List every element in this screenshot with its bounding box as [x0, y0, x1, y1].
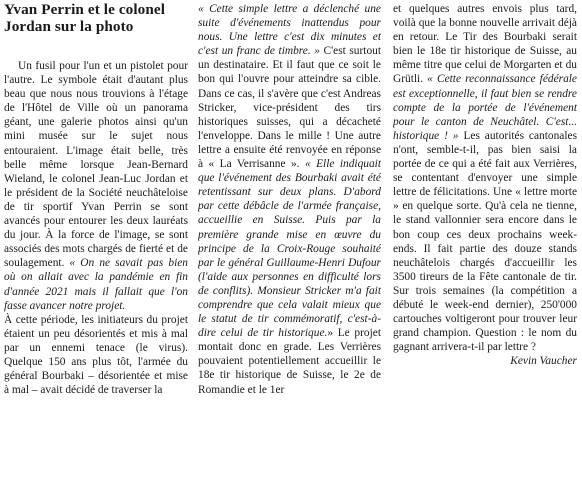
article-headline: Yvan Perrin et le colonel Jordan sur la photo: [4, 2, 166, 35]
paragraph-text: Les autorités cantonales n'ont, semble-t-il, pas bien saisi la portée de ce qui a été fait aux Verrières, se contentant d'envoyer une simple lettre de félicitations. Une « lettre morte » en quelque sorte. Qu'à cela ne tienne, le stand vallonnier sera encore dans le bon coup ces deux prochains week-ends. Il fait partie des douze stands neuchâtelois chargés d'accueillir les 3500 tireurs de la Fête cantonale de tir. Sur trois semaines (la compétition a débuté le week-end dernier), 250'000 cartouches voltigeront pour trouver leur grand champion. Question : le nom du gagnant arrivera-t-il par lettre ?: [393, 129, 577, 354]
article-paragraph: À cette période, les initiateurs du projet étaient un peu désorientés et mis à mal par un ennemi tenace (le virus). Quelque 150 ans plus tôt, l'armée du général Bourbaki – désorientée et mise à mal – avait décidé de traverser la: [4, 313, 188, 397]
article-paragraph: [198, 2, 381, 397]
quote-text: « On ne savait pas bien où on allait avec la pandémie en fin d'année 2021 mais il fallait que l'on fasse avancer notre projet.: [4, 257, 188, 312]
quote-text: « Elle indiquait que l'événement des Bourbaki avait été retentissant sur deux plans. D'abord par cette débâcle de l'armée française, accueillie en Suisse. Puis par la première grande mise en œuvre du principe de la Croix-Rouge souhaité par le général Guillaume-Henri Dufour (l'aide aux personnes en difficulté lors de conflits).: [198, 158, 381, 297]
article-column-1: [4, 2, 188, 397]
author-signature: Kevin Vaucher: [510, 355, 577, 368]
paragraph-text: Un fusil pour l'un et un pistolet pour l'autre. Le symbole était d'autant plus beau que nous nous trouvions à l'étage de l'Hôtel de Ville où un panorama géant, une galerie photos ainsi qu'un mini musée sur le sujet nous entouraient. L'image était belle, très belle même lorsque Jean-Bernard Wieland, le colonel Jean-Luc Jordan et le président de la Société neuchâteloise de tir sportif Yvan Perrin se sont avancés pour entourer les deux lauréats du jour. À la force de l'image, se sont associés des mots chargés de fierté et de soulagement.: [4, 60, 188, 270]
quote-text: « Cette simple lettre a déclenché une suite d'événements inattendus pour nous. Une lettre c'est dix minutes et c'est un franc de timbre. »: [198, 3, 381, 58]
article-paragraph: [4, 59, 188, 313]
article-paragraph: [393, 2, 577, 368]
quote-text: « Cette reconnaissance fédérale est exceptionnelle, il faut bien se rendre compte de la portée de l'événement pour le canton de Neuchâtel. C'est... historique ! »: [393, 73, 577, 142]
article-column-2: [198, 2, 381, 397]
article-column-3: [393, 2, 577, 368]
paragraph-text: et quelques autres envois plus tard, voilà que la bonne nouvelle arrivait déjà en retour. Le Tir des Bourbaki serait bien le 18e tir historique de Suisse, au même titre que celui de Morgarten et du Grütli.: [393, 3, 577, 86]
paragraph-text: C'est surtout un destinataire. Et il faut que ce soit le bon qui l'ouvre pour atteindre sa cible. Dans ce cas, il s'avère que c'est Andreas Stricker, vice-président des tirs historiques suisses, qui a décacheté l'enveloppe. Dans le mille ! Une autre lettre a ensuite été renvoyée en réponse à « La Verrisanne ».: [198, 45, 381, 171]
paragraph-text: » Le projet montait donc en grade. Les Verrières pouvaient potentiellement accueillir le 18e tir historique de Suisse, le 2e de Romandie et le 1er: [198, 327, 381, 396]
quote-text: Monsieur Stricker m'a fait comprendre que cela valait mieux que le statut de tir commémoratif, c'est-à-dire celui de tir historique.: [198, 284, 381, 340]
